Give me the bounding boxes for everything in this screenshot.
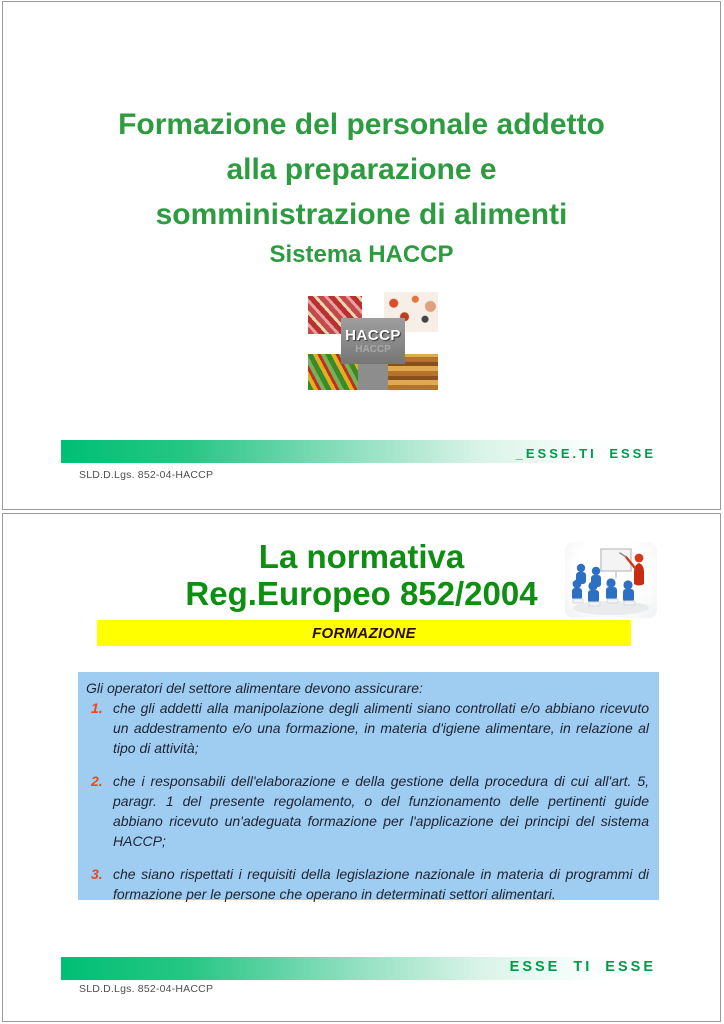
slide-1-subtitle: Sistema HACCP — [269, 241, 454, 268]
formazione-banner — [97, 620, 631, 646]
esse-ti-esse-logo: _ESSE.TI ESSE — [515, 446, 656, 461]
haccp-collage-image — [306, 290, 440, 390]
item-number: 3. — [91, 866, 103, 882]
title-line: La normativa — [258, 538, 465, 575]
item-text: che i responsabili dell'elaborazione e della gestione della procedura di cui all'art. 5, paragr. 1 del presente regolamento, o del funzionamento delle pertinenti guide abbiano ricevuto un'adeguata formazione per l'applicazione dei principi del sistema HACCP; — [113, 773, 649, 849]
slide-1 — [2, 1, 721, 510]
list-item — [86, 698, 649, 758]
formazione-banner-label: FORMAZIONE — [312, 624, 416, 642]
esse-ti-esse-logo: ESSE TI ESSE — [509, 959, 656, 975]
list-item — [86, 771, 649, 851]
item-text: che gli addetti alla manipolazione degli alimenti siano controllati e/o abbiano ricevuto un addestramento e/o una formazione, in materia d'igiene alimentare, in relazione al tipo di attività; — [113, 700, 649, 756]
haccp-center-reflection: HACCP — [355, 344, 391, 355]
slide-1-title — [3, 102, 720, 237]
title-line: alla preparazione e — [226, 153, 497, 186]
regulation-intro: Gli operatori del settore alimentare devono assicurare: — [86, 680, 423, 696]
title-line: Reg.Europeo 852/2004 — [185, 575, 538, 612]
title-line: somministrazione di alimenti — [155, 198, 568, 231]
slide-2 — [2, 513, 721, 1022]
training-classroom-illustration — [565, 542, 657, 618]
item-number: 2. — [91, 773, 103, 789]
title-line: Formazione del personale addetto — [118, 108, 605, 141]
slide-footnote: SLD.D.Lgs. 852-04-HACCP — [79, 983, 214, 995]
slide-footnote: SLD.D.Lgs. 852-04-HACCP — [79, 469, 214, 481]
haccp-center-label: HACCP — [345, 327, 401, 344]
training-classroom-clipart — [565, 542, 657, 618]
item-number: 1. — [91, 700, 103, 716]
regulation-box — [78, 672, 659, 900]
haccp-collage-center — [341, 318, 405, 364]
item-text: che siano rispettati i requisiti della legislazione nazionale in materia di programmi di formazione per le persone che operano in determinati settori alimentari. — [113, 866, 649, 902]
list-item — [86, 864, 649, 904]
